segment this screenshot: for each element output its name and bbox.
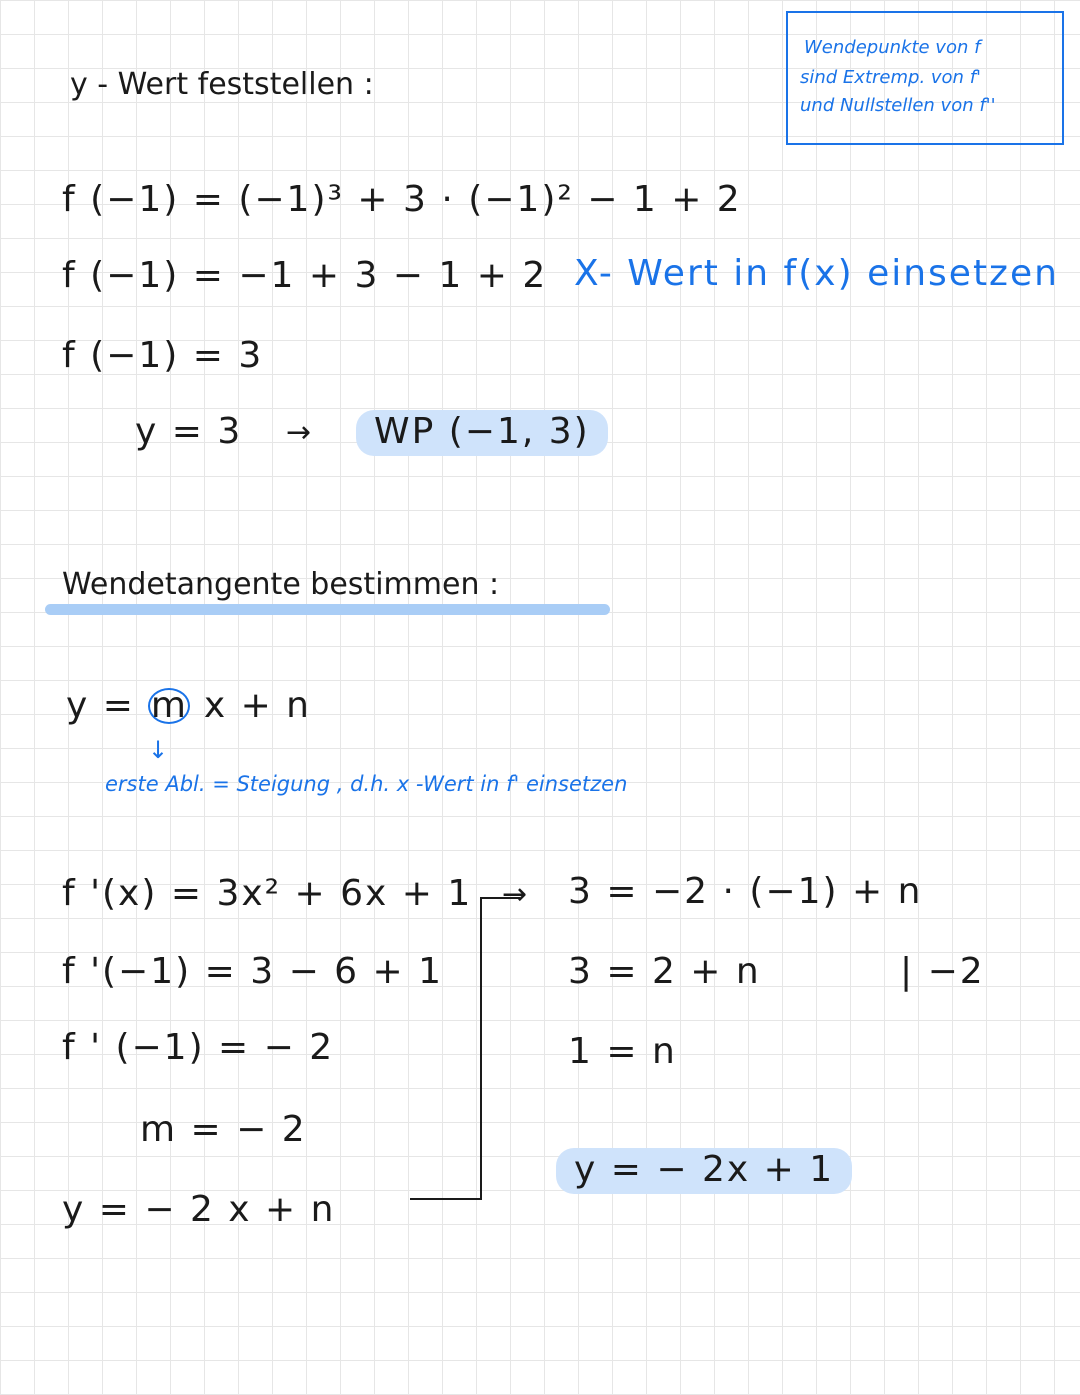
equation-f-minus1-line3: f (−1) = 3	[62, 335, 264, 376]
tangent-result-highlight: y = − 2x + 1	[556, 1148, 852, 1194]
note-box	[786, 11, 1064, 145]
solve-line-2: 3 = 2 + n	[568, 951, 761, 992]
derivative-at-minus1-a: f '(−1) = 3 − 6 + 1	[62, 951, 444, 992]
heading-y-wert: y - Wert feststellen :	[70, 67, 374, 102]
equation-f-minus1-line2: f (−1) = −1 + 3 − 1 + 2	[62, 255, 548, 296]
y-equals-3: y = 3	[135, 411, 243, 452]
connector-bottom	[410, 1198, 482, 1200]
arrow-right-icon: →	[286, 415, 312, 450]
note-line-2: sind Extremp. von f'	[800, 67, 981, 88]
solve-line-3: 1 = n	[568, 1031, 677, 1072]
derivative-definition: f '(x) = 3x² + 6x + 1	[62, 873, 473, 914]
solve-operation: | −2	[900, 951, 985, 992]
tangent-suffix: x + n	[203, 685, 311, 726]
derivative-at-minus1-b: f ' (−1) = − 2	[62, 1027, 335, 1068]
side-note-x-wert: X- Wert in f(x) einsetzen	[574, 253, 1059, 294]
m-equals: m = − 2	[140, 1109, 307, 1150]
tangent-prefix: y =	[66, 685, 135, 726]
y-partial: y = − 2 x + n	[62, 1189, 336, 1230]
connector-vertical	[480, 897, 482, 1200]
explanation-slope: erste Abl. = Steigung , d.h. x -Wert in f' einsetzen	[105, 772, 628, 796]
slope-circle: m	[148, 688, 190, 724]
note-line-1: Wendepunkte von f	[804, 37, 981, 58]
solve-line-1: 3 = −2 · (−1) + n	[568, 871, 923, 912]
tangent-general-form	[66, 685, 311, 726]
down-arrow-icon: ↓	[148, 736, 169, 764]
note-line-3: und Nullstellen von f''	[800, 95, 996, 116]
equation-f-minus1-line1: f (−1) = (−1)³ + 3 · (−1)² − 1 + 2	[62, 179, 742, 220]
heading-underline	[45, 604, 610, 615]
heading-wendetangente: Wendetangente bestimmen :	[62, 567, 500, 602]
connector-arrow-icon: →	[502, 877, 528, 912]
wendepunkt-highlight: WP (−1, 3)	[356, 410, 608, 456]
